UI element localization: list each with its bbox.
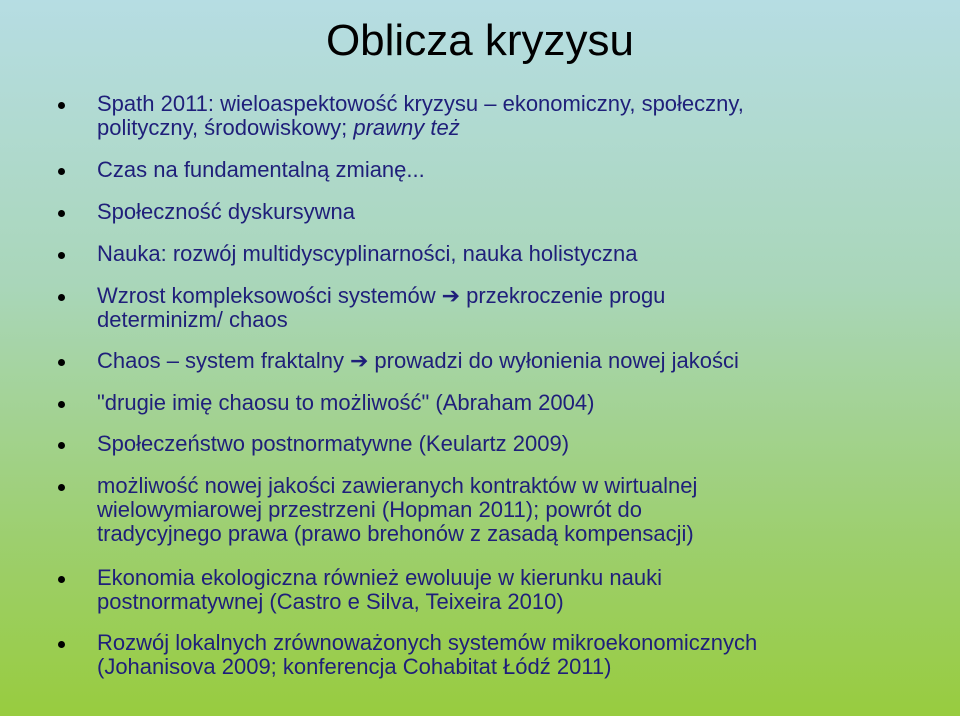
bullet-text: Czas na fundamentalną zmianę... — [97, 157, 425, 182]
bullet-dot — [58, 359, 65, 366]
bullet-text — [97, 631, 937, 679]
bullet-dot — [58, 442, 65, 449]
bullet-line-part: polityczny, środowiskowy; — [97, 115, 354, 140]
bullet-dot — [58, 484, 65, 491]
bullet-text: Społeczeństwo postnormatywne (Keulartz 2009) — [97, 431, 570, 456]
bullet-line — [97, 284, 937, 308]
bullet-text — [97, 92, 937, 140]
bullet-dot — [58, 294, 65, 301]
bullet-text — [97, 349, 937, 373]
bullet-text — [97, 566, 937, 614]
right-arrow-icon: ➔ — [441, 283, 461, 308]
slide-title: Oblicza kryzysu — [325, 16, 635, 65]
bullet-line: możliwość nowej jakości zawieranych kontraktów w wirtualnej — [97, 473, 698, 498]
bullet-text: Społeczność dyskursywna — [97, 199, 356, 224]
bullet-dot — [58, 641, 65, 648]
bullet-line-part: przekroczenie progu — [466, 283, 666, 308]
bullet-line: tradycyjnego prawa (prawo brehonów z zasadą kompensacji) — [97, 521, 694, 546]
bullet-line-part: Chaos – system fraktalny — [97, 348, 344, 373]
bullet-dot — [58, 102, 65, 109]
bullet-text: "drugie imię chaosu to możliwość" (Abraham 2004) — [97, 390, 595, 415]
bullet-dot — [58, 252, 65, 259]
bullet-line: (Johanisova 2009; konferencja Cohabitat Łódź 2011) — [97, 654, 612, 679]
bullet-dot — [58, 576, 65, 583]
bullet-line — [97, 349, 937, 373]
bullet-line-part: Wzrost kompleksowości systemów — [97, 283, 436, 308]
bullet-line: determinizm/ chaos — [97, 307, 288, 332]
bullet-text: Nauka: rozwój multidyscyplinarności, nauka holistyczna — [97, 241, 638, 266]
bullet-line: wielowymiarowej przestrzeni (Hopman 2011); powrót do — [97, 497, 642, 522]
bullet-line: Spath 2011: wieloaspektowość kryzysu – ekonomiczny, społeczny, — [97, 91, 744, 116]
bullet-dot — [58, 210, 65, 217]
bullet-line-italic: prawny też — [353, 115, 460, 140]
bullet-line: postnormatywnej (Castro e Silva, Teixeira 2010) — [97, 589, 564, 614]
bullet-line: Ekonomia ekologiczna również ewoluuje w kierunku nauki — [97, 565, 662, 590]
bullet-line — [97, 116, 937, 140]
bullet-text — [97, 474, 937, 546]
bullet-text — [97, 284, 937, 332]
bullet-dot — [58, 401, 65, 408]
right-arrow-icon: ➔ — [349, 348, 369, 373]
bullet-dot — [58, 168, 65, 175]
bullet-line: Rozwój lokalnych zrównoważonych systemów mikroekonomicznych — [97, 630, 758, 655]
bullet-line-part: prowadzi do wyłonienia nowej jakości — [374, 348, 739, 373]
